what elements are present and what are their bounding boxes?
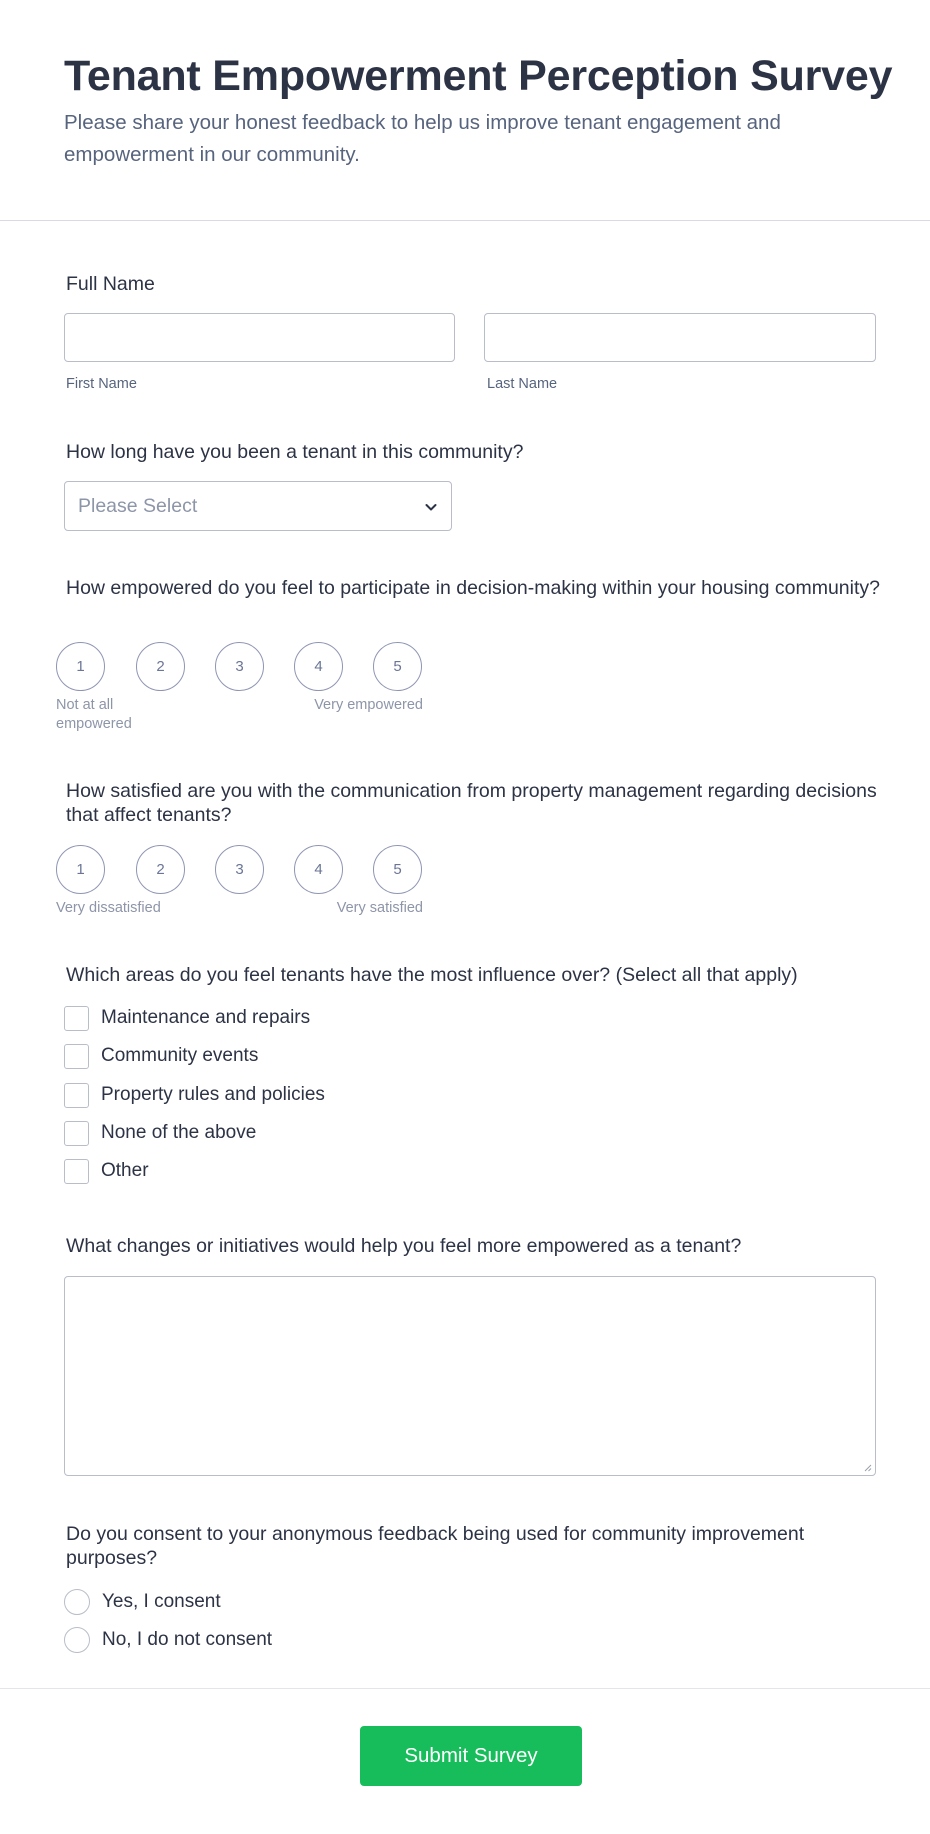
footer-divider: [0, 1688, 930, 1689]
checkbox[interactable]: [64, 1121, 89, 1146]
last-name-input[interactable]: [484, 313, 876, 362]
form-title: Tenant Empowerment Perception Survey: [64, 52, 893, 100]
full-name-label: Full Name: [66, 273, 155, 295]
checkbox[interactable]: [64, 1159, 89, 1184]
influence-question-label: Which areas do you feel tenants have the most influence over? (Select all that apply): [66, 964, 798, 986]
satisfaction-option-1[interactable]: 1: [56, 845, 105, 894]
checkbox[interactable]: [64, 1083, 89, 1108]
influence-option-none[interactable]: [64, 1120, 256, 1146]
consent-option-no[interactable]: [64, 1627, 272, 1653]
option-label: Yes, I consent: [102, 1591, 221, 1612]
satisfaction-option-4[interactable]: 4: [294, 845, 343, 894]
tenure-question-label: How long have you been a tenant in this community?: [66, 441, 524, 463]
first-name-input[interactable]: [64, 313, 455, 362]
influence-option-community-events[interactable]: [64, 1043, 258, 1069]
influence-option-maintenance[interactable]: [64, 1005, 310, 1031]
consent-option-yes[interactable]: [64, 1589, 221, 1615]
empowerment-option-5[interactable]: 5: [373, 642, 422, 691]
checkbox[interactable]: [64, 1006, 89, 1031]
changes-question-label: What changes or initiatives would help you feel more empowered as a tenant?: [66, 1235, 742, 1257]
satisfaction-option-5[interactable]: 5: [373, 845, 422, 894]
empowerment-question-label: How empowered do you feel to participate in decision-making within your housing community?: [66, 577, 881, 599]
option-label: Maintenance and repairs: [101, 1007, 311, 1028]
empowerment-option-1[interactable]: 1: [56, 642, 105, 691]
last-name-sublabel: Last Name: [487, 376, 558, 392]
option-label: Other: [101, 1160, 149, 1181]
form-header: [0, 0, 930, 221]
satisfaction-max-label: Very satisfied: [336, 900, 423, 916]
option-label: No, I do not consent: [102, 1629, 273, 1650]
tenure-select-value: Please Select: [78, 495, 198, 517]
consent-question-label: Do you consent to your anonymous feedback being used for community improvement purposes?: [66, 1523, 805, 1569]
checkbox[interactable]: [64, 1044, 89, 1069]
empowerment-option-3[interactable]: 3: [215, 642, 264, 691]
resize-grip-icon[interactable]: [862, 1462, 872, 1472]
empowerment-max-label: Very empowered: [314, 697, 423, 713]
radio-button[interactable]: [64, 1627, 90, 1653]
first-name-sublabel: First Name: [66, 376, 137, 392]
option-label: Community events: [101, 1045, 259, 1066]
submit-button[interactable]: Submit Survey: [360, 1726, 582, 1786]
influence-option-property-rules[interactable]: [64, 1082, 325, 1108]
changes-textarea[interactable]: [64, 1276, 876, 1476]
satisfaction-question-label: How satisfied are you with the communication from property management regarding decisions that affect tenants?: [66, 780, 877, 826]
radio-button[interactable]: [64, 1589, 90, 1615]
empowerment-min-label: Not at all empowered: [56, 697, 132, 732]
satisfaction-option-3[interactable]: 3: [215, 845, 264, 894]
satisfaction-option-2[interactable]: 2: [136, 845, 185, 894]
influence-option-other[interactable]: [64, 1158, 149, 1184]
form-subtitle: Please share your honest feedback to help us improve tenant engagement and empowerment in our community.: [64, 111, 781, 166]
empowerment-option-4[interactable]: 4: [294, 642, 343, 691]
tenure-select[interactable]: [64, 481, 452, 531]
option-label: None of the above: [101, 1122, 257, 1143]
empowerment-option-2[interactable]: 2: [136, 642, 185, 691]
satisfaction-min-label: Very dissatisfied: [56, 900, 161, 916]
chevron-down-icon: [423, 499, 439, 515]
option-label: Property rules and policies: [101, 1084, 325, 1105]
